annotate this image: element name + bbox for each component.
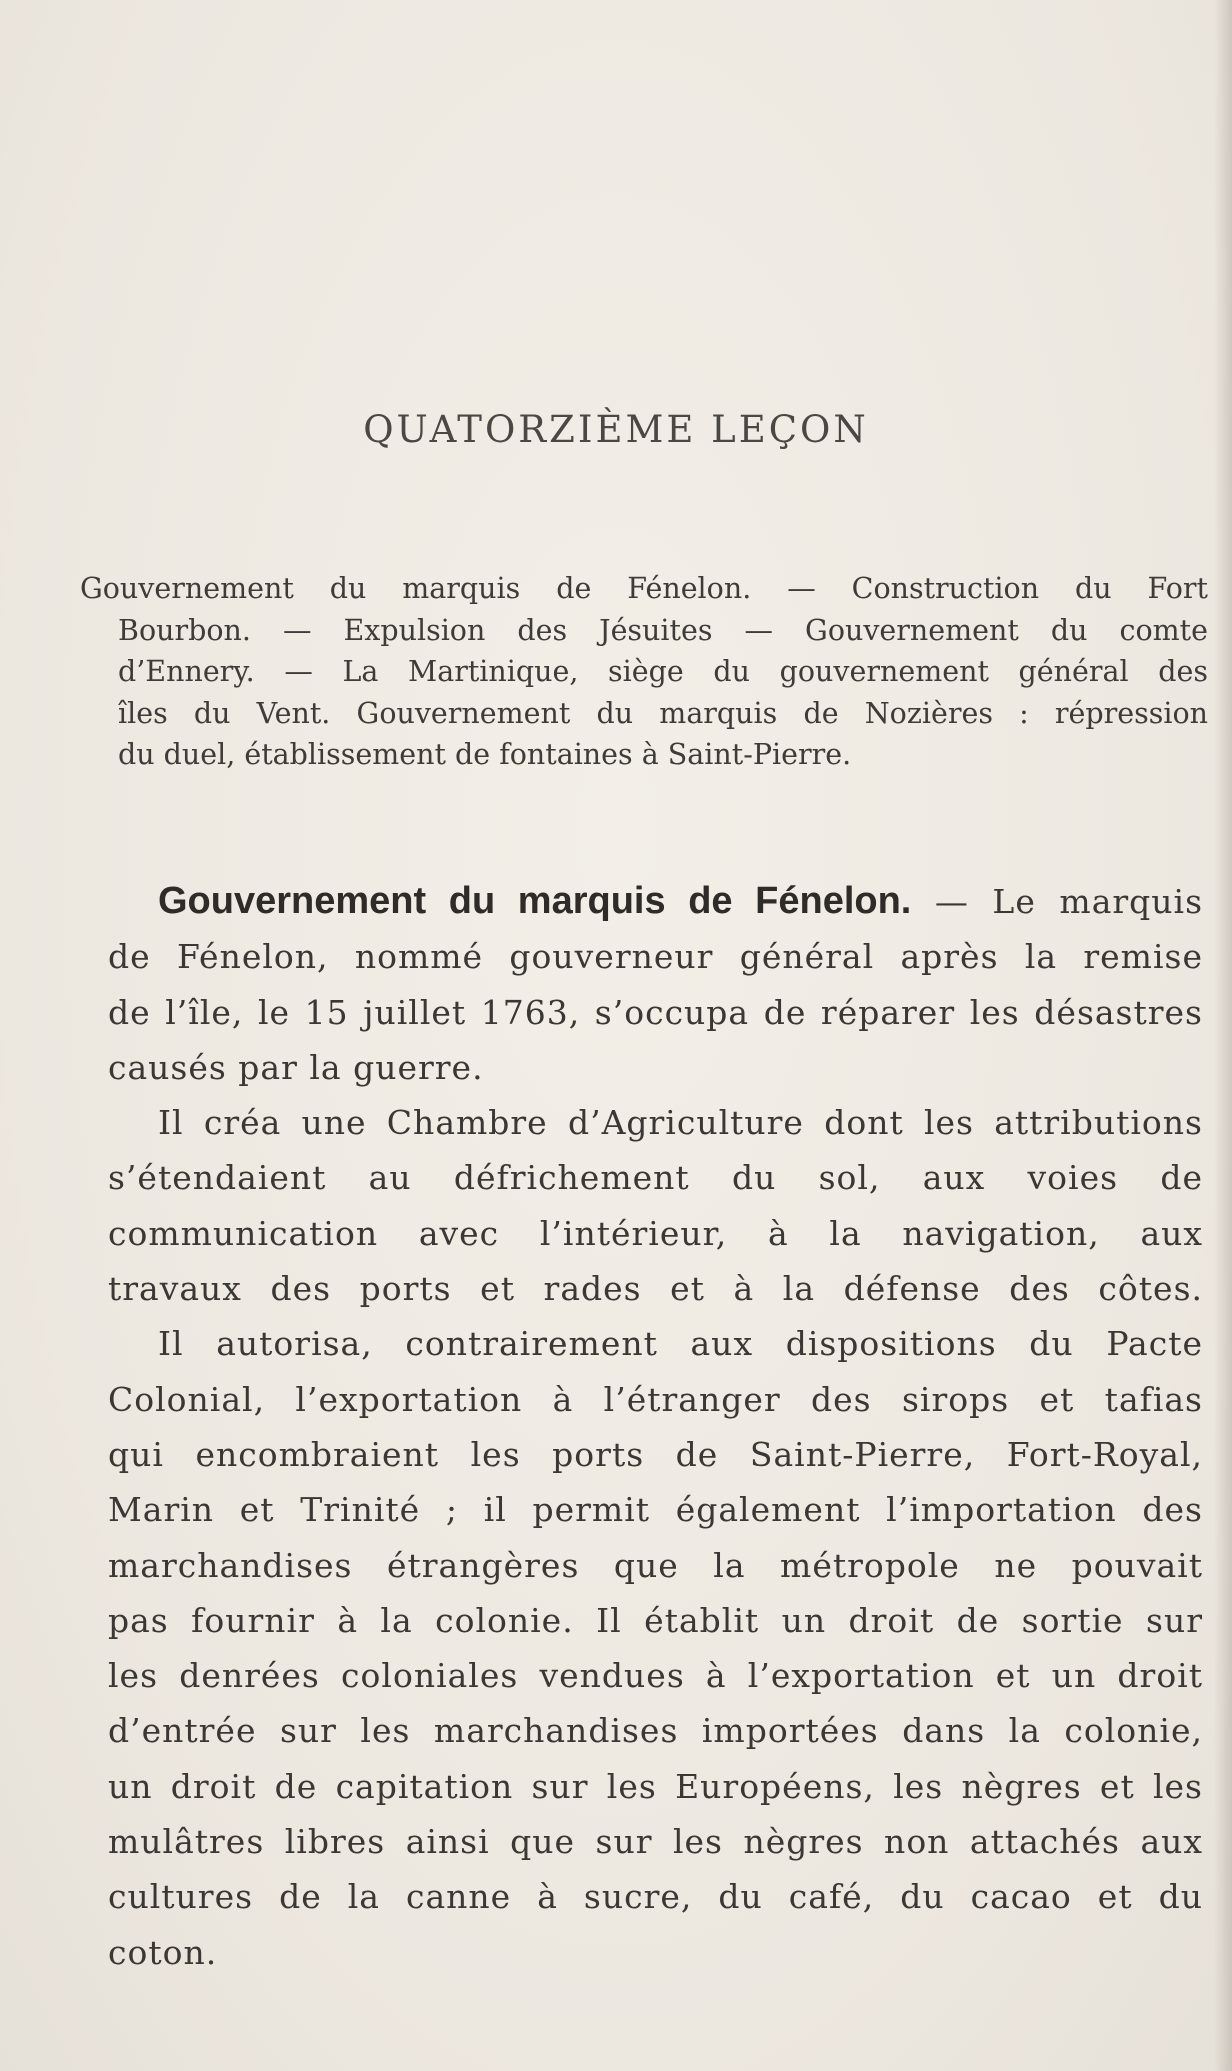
section-heading: Gouvernement du marquis de Fénelon. bbox=[158, 880, 912, 922]
lesson-body bbox=[108, 874, 1203, 1980]
body-line: Il autorisa, contrairement aux dispositions du Pacte bbox=[158, 1324, 1203, 1364]
body-line: causés par la guerre. bbox=[108, 1047, 484, 1087]
lesson-summary bbox=[80, 568, 1208, 776]
body-line: marchandises étrangères que la métropole ne pouvait bbox=[108, 1545, 1203, 1585]
body-line: coton. bbox=[108, 1932, 218, 1972]
body-line: pas fournir à la colonie. Il établit un droit de sortie sur bbox=[108, 1600, 1203, 1640]
body-line: Marin et Trinité ; il permit également l’importation des bbox=[108, 1490, 1203, 1530]
body-line-text: — Le marquis bbox=[934, 882, 1204, 921]
body-line: communication avec l’intérieur, à la navigation, aux bbox=[108, 1213, 1203, 1253]
body-line bbox=[108, 874, 1203, 929]
page-edge-shadow bbox=[1214, 0, 1232, 2071]
body-line: d’entrée sur les marchandises importées dans la colonie, bbox=[108, 1711, 1203, 1751]
summary-line: du duel, établissement de fontaines à Saint-Pierre. bbox=[118, 738, 852, 771]
body-line: de l’île, le 15 juillet 1763, s’occupa de réparer les désastres bbox=[108, 992, 1203, 1032]
body-line: mulâtres libres ainsi que sur les nègres non attachés aux bbox=[108, 1822, 1203, 1862]
summary-line: îles du Vent. Gouvernement du marquis de Nozières : répression bbox=[118, 696, 1208, 730]
lesson-title: QUATORZIÈME LEÇON bbox=[363, 408, 869, 451]
body-line: de Fénelon, nommé gouverneur général après la remise bbox=[108, 937, 1203, 977]
body-line: s’étendaient au défrichement du sol, aux voies de bbox=[108, 1158, 1203, 1198]
body-line: qui encombraient les ports de Saint-Pierre, Fort-Royal, bbox=[108, 1434, 1203, 1474]
body-line: travaux des ports et rades et à la défense des côtes. bbox=[108, 1269, 1203, 1309]
body-line: les denrées coloniales vendues à l’exportation et un droit bbox=[108, 1656, 1203, 1696]
summary-line: Gouvernement du marquis de Fénelon. — Construction du Fort bbox=[80, 572, 1208, 605]
body-line: Colonial, l’exportation à l’étranger des sirops et tafias bbox=[108, 1379, 1203, 1419]
body-line: Il créa une Chambre d’Agriculture dont les attributions bbox=[158, 1103, 1203, 1143]
body-line: un droit de capitation sur les Européens, les nègres et les bbox=[108, 1766, 1203, 1806]
summary-line: Bourbon. — Expulsion des Jésuites — Gouvernement du comte bbox=[118, 613, 1208, 647]
summary-line: d’Ennery. — La Martinique, siège du gouvernement général des bbox=[118, 655, 1208, 688]
body-line: cultures de la canne à sucre, du café, du cacao et du bbox=[108, 1877, 1203, 1917]
